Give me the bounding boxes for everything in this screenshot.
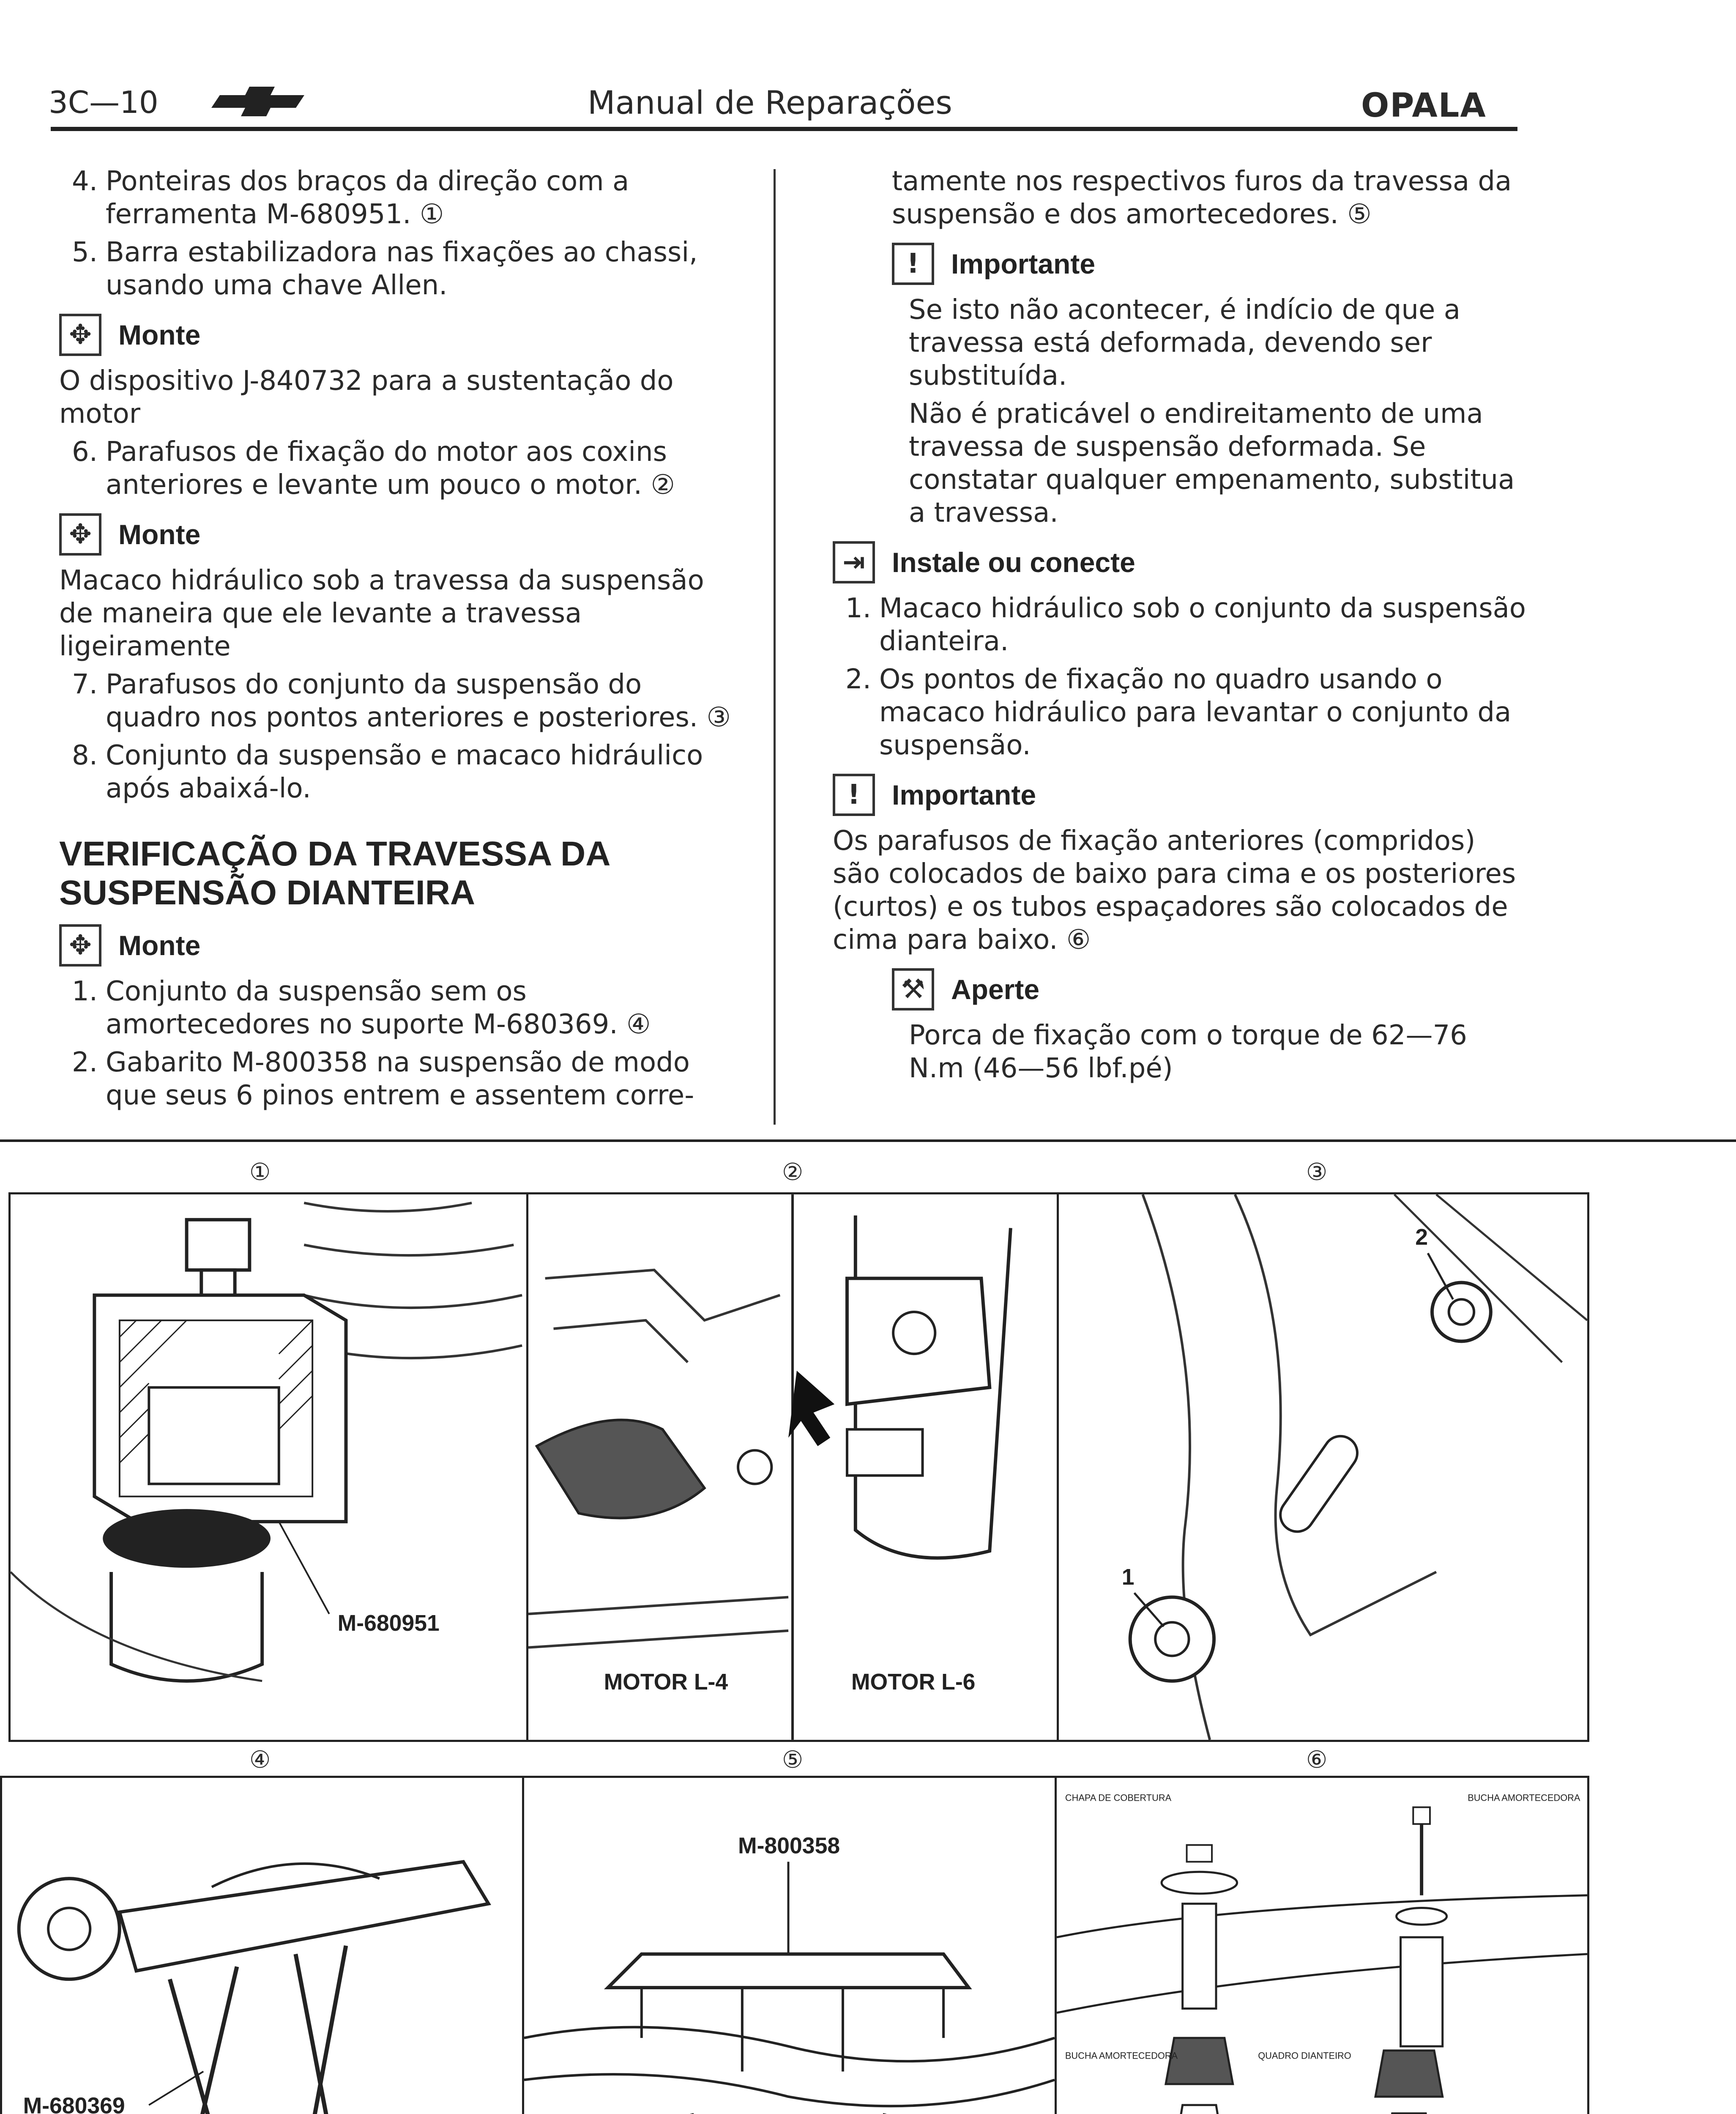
warning-icon: !: [892, 243, 934, 285]
fig-6-label-quadro: QUADRO DIANTEIRO: [1258, 2050, 1351, 2061]
aperte-text: Porca de fixação com o torque de 62—76 N.m (46—56 lbf.pé): [909, 1020, 1467, 1084]
figure-1: [8, 1192, 528, 1742]
figures-rule: [0, 1139, 1736, 1142]
figure-5: [522, 1776, 1057, 2114]
monte-2-text: Macaco hidráulico sob a travessa da suspensão de maneira que ele levante a travessa ligeiramente: [59, 565, 704, 662]
mount-icon: ✥: [59, 314, 101, 356]
mount-icon: ✥: [59, 513, 101, 556]
aperte-tag: ⚒ Aperte: [892, 968, 1526, 1010]
step-4: 4. Ponteiras dos braços da direção com a ferramenta M-680951. ①: [72, 166, 629, 230]
wrench-icon: ⚒: [892, 968, 934, 1010]
importante-tag-2: ! Importante: [833, 774, 1526, 816]
step-5: 5. Barra estabilizadora nas fixações ao chassi, usando uma chave Allen.: [72, 237, 698, 301]
mount-bushing-exploded-illustration: [1057, 1778, 1587, 2114]
brand-logo: OPALA: [1361, 87, 1487, 125]
importante-tag-1: ! Importante: [892, 243, 1526, 285]
chevrolet-bowtie-icon: [211, 82, 313, 120]
fig-6-label-bucha-top: BUCHA AMORTECEDORA: [1468, 1792, 1580, 1803]
manual-title: Manual de Reparações: [588, 84, 952, 121]
monte-tag-1: ✥ Monte: [59, 314, 735, 356]
ball-joint-tool-illustration: [11, 1194, 526, 1740]
engine-mount-illustration: [528, 1194, 1057, 1740]
page-number: 3C—10: [49, 85, 159, 120]
step-8: 8. Conjunto da suspensão e macaco hidráulico após abaixá-lo.: [72, 740, 703, 804]
mount-icon: ✥: [59, 924, 101, 967]
fig-2-label-l6: MOTOR L-6: [851, 1669, 976, 1695]
figure-2: [526, 1192, 1059, 1742]
right-column: [833, 165, 1526, 1090]
continued-text: tamente nos respectivos furos da travessa da suspensão e dos amortecedores. ⑤: [892, 166, 1512, 230]
fig-2-label-l4: MOTOR L-4: [604, 1669, 728, 1695]
fig-4-tool-label: M-680369: [23, 2093, 125, 2114]
importante-1-p1: Se isto não acontecer, é indício de que a travessa está deformada, devendo ser substituída.: [909, 294, 1460, 392]
install-step-2: 2. Os pontos de fixação no quadro usando o macaco hidráulico para levantar o conjunto da suspensão.: [845, 664, 1512, 761]
check-step-2: 2. Gabarito M-800358 na suspensão de modo que seus 6 pinos entrem e assentem corre-: [72, 1047, 694, 1111]
monte-1-text: O dispositivo J-840732 para a sustentação do motor: [59, 365, 674, 430]
figure-4: [0, 1776, 524, 2114]
gauge-fixture-illustration: [524, 1778, 1055, 2114]
fig-6-number: ⑥: [1306, 1746, 1328, 1774]
fig-5-tool-label: M-800358: [738, 1833, 840, 1859]
fig-4-number: ④: [249, 1746, 271, 1774]
column-divider: [774, 169, 776, 1125]
fig-1-number: ①: [249, 1158, 271, 1186]
suspension-stand-illustration: [2, 1778, 522, 2114]
section-title: VERIFICAÇÃO DA TRAVESSA DA SUSPENSÃO DIANTEIRA: [59, 835, 610, 912]
step-6: 6. Parafusos de fixação do motor aos coxins anteriores e levante um pouco o motor. ②: [72, 436, 675, 501]
fig-3-callout-2: 2: [1415, 1225, 1428, 1250]
install-icon: ⇥: [833, 541, 875, 583]
monte-tag-3: ✥ Monte: [59, 924, 735, 967]
importante-2-text: Os parafusos de fixação anteriores (compridos) são colocados de baixo para cima e os posteriores (curtos) e os tubos espaçadores são colocados de cima para baixo. ⑥: [833, 825, 1516, 956]
monte-tag-2: ✥ Monte: [59, 513, 735, 556]
figure-6: [1055, 1776, 1589, 2114]
warning-icon: !: [833, 774, 875, 816]
fig-3-callout-1: 1: [1121, 1564, 1135, 1590]
fig-6-label-bucha-left: BUCHA AMORTECEDORA: [1065, 2050, 1178, 2061]
fig-6-label-chapa: CHAPA DE COBERTURA: [1065, 1792, 1172, 1803]
suspension-bolts-illustration: [1059, 1194, 1587, 1740]
fig-5-number: ⑤: [782, 1746, 804, 1774]
fig-3-number: ③: [1306, 1158, 1328, 1186]
instale-tag: ⇥ Instale ou conecte: [833, 541, 1526, 583]
fig-2-number: ②: [782, 1158, 804, 1186]
header-rule: [51, 127, 1517, 131]
check-step-1: 1. Conjunto da suspensão sem os amortecedores no suporte M-680369. ④: [72, 976, 651, 1040]
left-column: [59, 165, 735, 1117]
install-step-1: 1. Macaco hidráulico sob o conjunto da suspensão dianteira.: [845, 593, 1526, 657]
step-7: 7. Parafusos do conjunto da suspensão do quadro nos pontos anteriores e posteriores. ③: [72, 669, 731, 733]
figure-3: [1057, 1192, 1589, 1742]
importante-1-p2: Não é praticável o endireitamento de uma travessa de suspensão deformada. Se constatar qualquer empenamento, substitua a travessa.: [909, 398, 1515, 528]
fig-1-tool-label: M-680951: [337, 1610, 440, 1636]
